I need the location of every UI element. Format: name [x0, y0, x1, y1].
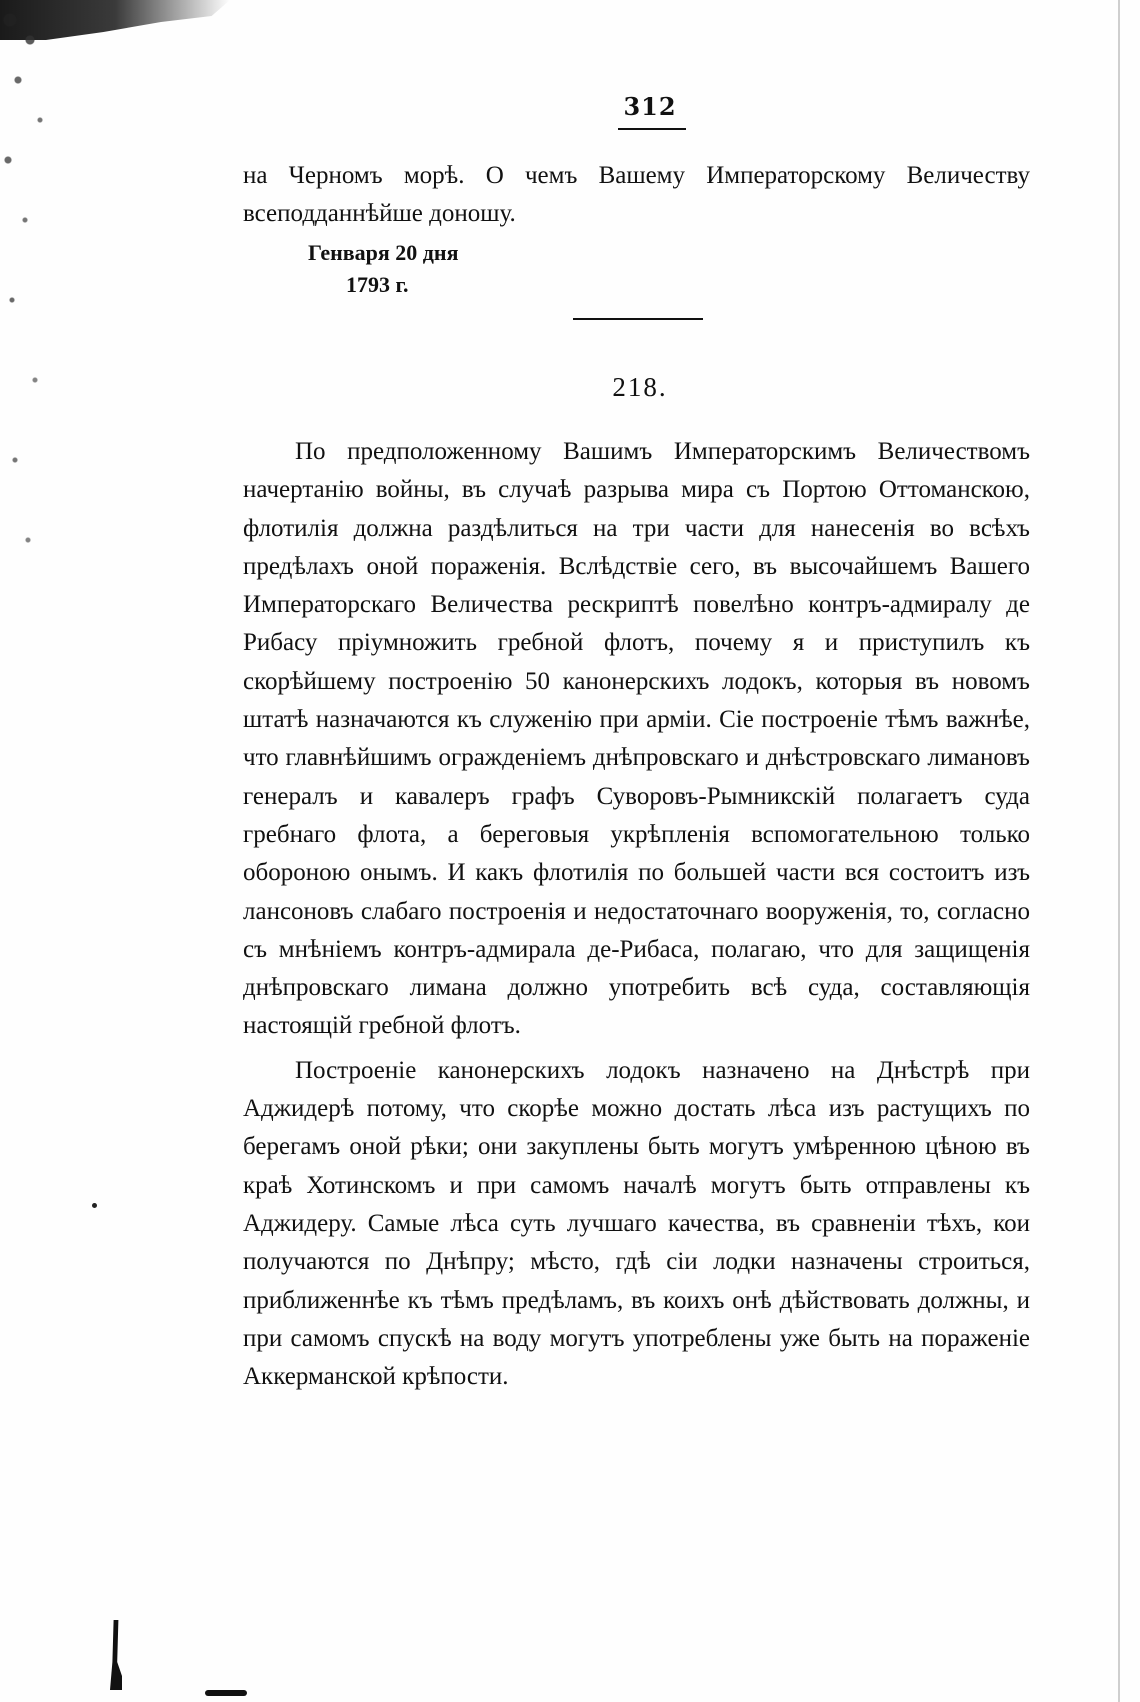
body-paragraph-1: По предположенному Вашимъ Императорскимъ Величествомъ начертанію войны, въ случаѣ разрыва мира съ Портою Оттоманскою, флотилія должна раздѣлиться на три части для нанесенія во всѣхъ предѣлахъ оной пораженія. Вслѣдствіе сего, въ высочайшемъ Вашего Императорскаго Величества рескриптѣ повелѣно контръ-адмиралу де Рибасу пріумножить гребной флотъ, почему я и приступилъ къ скорѣйшему построенію 50 канонерскихъ лодокъ, которыя въ новомъ штатѣ назначаются къ служенію при арміи. Сіе построеніе тѣмъ важнѣе, что главнѣйшимъ огражденіемъ днѣпровскаго и днѣстровскаго лимановъ генералъ и кавалеръ графъ Суворовъ-Рымникскій полагаетъ суда гребнаго флота, а береговыя укрѣпленія вспомогательною только обороною онымъ. И какъ флотилія по большей части вся состоитъ изъ лансоновъ слабаго построенія и недостаточнаго вооруженія, то, согласно съ мнѣніемъ контръ-адмирала де-Рибаса, полагаю, что для защищенія днѣпровскаго лимана должно употребить всѣ суда, составляющія настоящій гребной флотъ.: [243, 438, 1030, 1040]
scan-bottom-dash: [205, 1690, 247, 1696]
date-line-year: 1793 г.: [346, 272, 409, 297]
scan-speck: [92, 1203, 97, 1208]
scan-binding-mark: [110, 1620, 122, 1690]
continuation-text: на Черномъ морѣ. О чемъ Вашему Императорскому Величеству всеподданнѣйше доношу.: [243, 162, 1030, 228]
document-number: 218.: [612, 372, 668, 402]
document-body: [243, 433, 1030, 1396]
date-line-day: Генваря 20 дня: [308, 240, 459, 265]
section-separator: [573, 318, 703, 320]
continuation-paragraph: [243, 157, 1030, 234]
body-paragraph-2: Построеніе канонерскихъ лодокъ назначено на Днѣстрѣ при Аджидерѣ потому, что скорѣе можно достать лѣса изъ растущихъ по берегамъ оной рѣки; они закуплены быть могутъ умѣренною цѣною въ краѣ Хотинскомъ и при самомъ началѣ могутъ быть отправлены къ Аджидеру. Самые лѣса суть лучшаго качества, въ сравненіи тѣхъ, кои получаются по Днѣпру; мѣсто, гдѣ сіи лодки назначены строиться, приближеннѣе къ тѣмъ предѣламъ, въ коихъ онѣ дѣйствовать должны, и при самомъ спускѣ на воду могутъ употреблены уже быть на пораженіе Аккерманской крѣпости.: [243, 1056, 1030, 1391]
scan-edge-noise: [0, 0, 58, 800]
page-number-underline: [618, 128, 686, 130]
page-right-edge-line: [1118, 0, 1120, 1702]
page-number: 312: [623, 92, 677, 121]
